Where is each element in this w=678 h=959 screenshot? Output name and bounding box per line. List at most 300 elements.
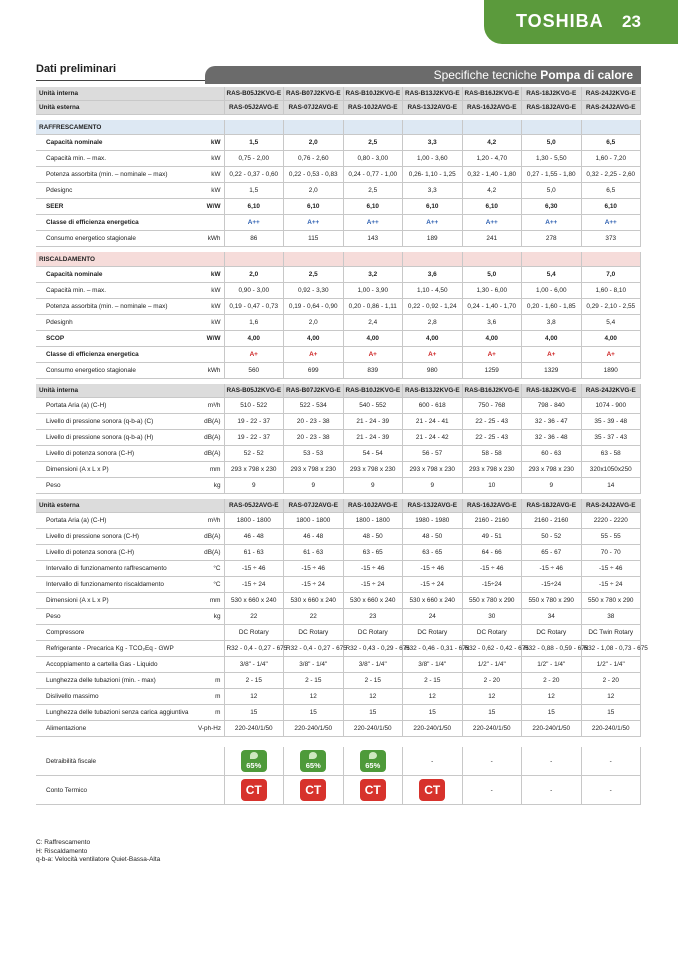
heating-row-label: Capacità nominale bbox=[36, 267, 196, 283]
cooling-row-value: 1,5 bbox=[224, 135, 284, 151]
cooling-row-value: 0,76 - 2,60 bbox=[284, 151, 344, 167]
header-row-0-value: RAS-18J2KVG-E bbox=[522, 87, 582, 101]
heating-row-label: Classe di efficienza energetica bbox=[36, 347, 196, 363]
header-row-0-value: RAS-B13J2KVG-E bbox=[403, 87, 463, 101]
outdoor-row-unit: dB(A) bbox=[196, 529, 224, 545]
outdoor-row-label: Compressore bbox=[36, 625, 196, 641]
outdoor-row-value: -15 ÷ 46 bbox=[581, 561, 641, 577]
outdoor-row-value: 1800 - 1800 bbox=[284, 513, 344, 529]
heating-row-unit: kW bbox=[196, 299, 224, 315]
cooling-row-value: 0,22 - 0,53 - 0,83 bbox=[284, 167, 344, 183]
footnote-line: q-b-a: Velocità ventilatore Quiet-Bassa-Alta bbox=[36, 856, 161, 863]
heating-row bbox=[36, 347, 641, 363]
tax-deduction-badge-icon bbox=[300, 750, 326, 772]
outdoor-row-value: 48 - 50 bbox=[403, 529, 463, 545]
cooling-row bbox=[36, 199, 641, 215]
outdoor-row-value: 15 bbox=[462, 705, 522, 721]
outdoor-row-value: DC Rotary bbox=[343, 625, 403, 641]
indoor-header-row-label: Unità interna bbox=[36, 384, 196, 398]
outdoor-row-unit: °C bbox=[196, 561, 224, 577]
outdoor-row-value: 61 - 63 bbox=[284, 545, 344, 561]
incentive-cell bbox=[403, 747, 463, 776]
outdoor-row-value: -15 ÷ 46 bbox=[522, 561, 582, 577]
heating-row-value: 0,20 - 1,60 - 1,85 bbox=[522, 299, 582, 315]
header-row-1-value: RAS-16J2AVG-E bbox=[462, 101, 522, 115]
indoor-row-value: 32 - 36 - 48 bbox=[522, 430, 582, 446]
outdoor-header-row-value: RAS-07J2AVG-E bbox=[284, 499, 344, 513]
outdoor-row-value: 61 - 63 bbox=[224, 545, 284, 561]
outdoor-row-value: 38 bbox=[581, 609, 641, 625]
cooling-row-value: 0,24 - 0,77 - 1,00 bbox=[343, 167, 403, 183]
outdoor-row-value: -15 ÷ 46 bbox=[284, 561, 344, 577]
heating-row-value: 0,19 - 0,64 - 0,90 bbox=[284, 299, 344, 315]
outdoor-row-value: -15 ÷ 46 bbox=[403, 561, 463, 577]
cooling-row-value: 2,5 bbox=[343, 183, 403, 199]
page-number: 23 bbox=[622, 12, 641, 31]
heating-row-value: 2,4 bbox=[343, 315, 403, 331]
outdoor-row-label: Portata Aria (a) (C-H) bbox=[36, 513, 196, 529]
heating-row bbox=[36, 299, 641, 315]
outdoor-header-row-value: RAS-10J2AVG-E bbox=[343, 499, 403, 513]
outdoor-header-row bbox=[36, 499, 641, 513]
outdoor-header-row-label: Unità esterna bbox=[36, 499, 196, 513]
indoor-row bbox=[36, 478, 641, 494]
outdoor-row-value: 220-240/1/50 bbox=[522, 721, 582, 737]
indoor-row-value: 20 - 23 - 38 bbox=[284, 414, 344, 430]
outdoor-row-value: 48 - 50 bbox=[343, 529, 403, 545]
outdoor-row-label: Peso bbox=[36, 609, 196, 625]
cooling-row-unit: W/W bbox=[196, 199, 224, 215]
outdoor-row-unit: kg bbox=[196, 609, 224, 625]
indoor-row bbox=[36, 446, 641, 462]
heating-row-unit: kW bbox=[196, 283, 224, 299]
cooling-section-title-cell bbox=[343, 120, 403, 135]
indoor-row-value: 52 - 52 bbox=[224, 446, 284, 462]
outdoor-row-unit: mm bbox=[196, 593, 224, 609]
incentive-unit bbox=[196, 747, 224, 776]
cooling-row-value: 3,3 bbox=[403, 135, 463, 151]
outdoor-row-value: -15÷24 bbox=[462, 577, 522, 593]
outdoor-row-value: 220-240/1/50 bbox=[284, 721, 344, 737]
heating-section-title-cell bbox=[581, 252, 641, 267]
cooling-row-value: 2,0 bbox=[284, 135, 344, 151]
outdoor-row bbox=[36, 593, 641, 609]
cooling-row-value: 143 bbox=[343, 231, 403, 247]
outdoor-row-value: 220-240/1/50 bbox=[462, 721, 522, 737]
outdoor-row bbox=[36, 721, 641, 737]
outdoor-row-value: 70 - 70 bbox=[581, 545, 641, 561]
outdoor-row-unit: dB(A) bbox=[196, 545, 224, 561]
heating-row-value: 4,00 bbox=[522, 331, 582, 347]
outdoor-row-value: DC Rotary bbox=[284, 625, 344, 641]
heating-row bbox=[36, 267, 641, 283]
cooling-row-unit: kW bbox=[196, 183, 224, 199]
indoor-row-value: 22 - 25 - 43 bbox=[462, 430, 522, 446]
heating-section-title-cell bbox=[343, 252, 403, 267]
indoor-row-value: 320x1050x250 bbox=[581, 462, 641, 478]
outdoor-row-label: Lunghezza delle tubazioni senza carica aggiuntiva bbox=[36, 705, 196, 721]
cooling-row-value: 115 bbox=[284, 231, 344, 247]
indoor-row-value: 53 - 53 bbox=[284, 446, 344, 462]
tax-deduction-badge-icon bbox=[241, 750, 267, 772]
header-row-0-label: Unità interna bbox=[36, 87, 196, 101]
outdoor-row-value: 22 bbox=[284, 609, 344, 625]
outdoor-row-label: Alimentazione bbox=[36, 721, 196, 737]
outdoor-row-unit: m bbox=[196, 689, 224, 705]
outdoor-row-value: -15 ÷ 46 bbox=[343, 561, 403, 577]
incentive-dash: - bbox=[609, 786, 612, 794]
spec-table bbox=[36, 87, 648, 805]
outdoor-row-label: Intervallo di funzionamento raffrescamento bbox=[36, 561, 196, 577]
incentive-dash: - bbox=[490, 757, 493, 765]
outdoor-row-value: R32 - 0,88 - 0,59 - 675 bbox=[522, 641, 582, 657]
leaf-icon bbox=[250, 752, 258, 759]
indoor-header-row-value: RAS-B07J2KVG-E bbox=[284, 384, 344, 398]
outdoor-row-value: 12 bbox=[581, 689, 641, 705]
outdoor-row-label: Livello di potenza sonora (C-H) bbox=[36, 545, 196, 561]
heating-section-title-cell bbox=[284, 252, 344, 267]
cooling-section-title-cell bbox=[462, 120, 522, 135]
cooling-row-value: 5,0 bbox=[522, 135, 582, 151]
outdoor-row-unit: °C bbox=[196, 577, 224, 593]
indoor-row bbox=[36, 414, 641, 430]
outdoor-row-unit bbox=[196, 657, 224, 673]
incentive-cell bbox=[343, 747, 403, 776]
indoor-row-value: 56 - 57 bbox=[403, 446, 463, 462]
tax-deduction-percent: 65% bbox=[246, 761, 262, 770]
indoor-row-label: Livello di pressione sonora (q-b-a) (C) bbox=[36, 414, 196, 430]
conto-termico-badge-icon: CT bbox=[360, 779, 386, 801]
indoor-row-value: 293 x 798 x 230 bbox=[462, 462, 522, 478]
outdoor-row-value: 220-240/1/50 bbox=[224, 721, 284, 737]
heating-row-unit: kW bbox=[196, 315, 224, 331]
heating-row bbox=[36, 315, 641, 331]
indoor-row-unit: dB(A) bbox=[196, 414, 224, 430]
header-row-0-value: RAS-B05J2KVG-E bbox=[224, 87, 284, 101]
incentive-dash: - bbox=[490, 786, 493, 794]
outdoor-row-value: 1800 - 1800 bbox=[343, 513, 403, 529]
heating-row-value: 1,60 - 8,10 bbox=[581, 283, 641, 299]
cooling-row-value: 278 bbox=[522, 231, 582, 247]
outdoor-header-row-unit bbox=[196, 499, 224, 513]
outdoor-row-value: 15 bbox=[284, 705, 344, 721]
indoor-row bbox=[36, 398, 641, 414]
header-row-1-label: Unità esterna bbox=[36, 101, 196, 115]
indoor-row-value: 35 - 39 - 48 bbox=[581, 414, 641, 430]
indoor-row bbox=[36, 430, 641, 446]
heating-row-label: SCOP bbox=[36, 331, 196, 347]
heating-row-value: 560 bbox=[224, 363, 284, 379]
cooling-row-unit: kW bbox=[196, 151, 224, 167]
outdoor-header-row-value: RAS-05J2AVG-E bbox=[224, 499, 284, 513]
indoor-row-label: Livello di potenza sonora (C-H) bbox=[36, 446, 196, 462]
indoor-row-value: 798 - 840 bbox=[522, 398, 582, 414]
heating-row-value: 3,2 bbox=[343, 267, 403, 283]
outdoor-row-label: Dislivello massimo bbox=[36, 689, 196, 705]
cooling-row-value: A++ bbox=[284, 215, 344, 231]
heating-row-value: 4,00 bbox=[224, 331, 284, 347]
outdoor-row-value: R32 - 0,4 - 0,27 - 675 bbox=[224, 641, 284, 657]
outdoor-row-unit bbox=[196, 641, 224, 657]
outdoor-header-row-value: RAS-16J2AVG-E bbox=[462, 499, 522, 513]
indoor-row-unit: dB(A) bbox=[196, 430, 224, 446]
heating-section-title-cell bbox=[224, 252, 284, 267]
heating-row bbox=[36, 331, 641, 347]
indoor-row-value: 600 - 618 bbox=[403, 398, 463, 414]
outdoor-row-value: 65 - 67 bbox=[522, 545, 582, 561]
heating-row-unit bbox=[196, 347, 224, 363]
outdoor-row-value: 3/8" - 1/4" bbox=[224, 657, 284, 673]
header-row-1-value: RAS-05J2AVG-E bbox=[224, 101, 284, 115]
outdoor-row bbox=[36, 705, 641, 721]
heating-row bbox=[36, 363, 641, 379]
incentive-unit bbox=[196, 776, 224, 805]
incentive-cell bbox=[462, 747, 522, 776]
outdoor-row-value: 220-240/1/50 bbox=[581, 721, 641, 737]
outdoor-row-value: DC Rotary bbox=[462, 625, 522, 641]
indoor-row-label: Peso bbox=[36, 478, 196, 494]
incentive-dash: - bbox=[550, 757, 553, 765]
indoor-row-label: Portata Aria (a) (C-H) bbox=[36, 398, 196, 414]
outdoor-row-unit: V-ph-Hz bbox=[196, 721, 224, 737]
incentive-label: Conto Termico bbox=[36, 776, 196, 805]
heating-row-value: A+ bbox=[284, 347, 344, 363]
outdoor-row-value: R32 - 0,43 - 0,29 - 675 bbox=[343, 641, 403, 657]
outdoor-row-value: DC Rotary bbox=[224, 625, 284, 641]
heating-row-value: 3,6 bbox=[462, 315, 522, 331]
incentive-dash: - bbox=[550, 786, 553, 794]
cooling-row-value: 6,10 bbox=[581, 199, 641, 215]
cooling-row-label: SEER bbox=[36, 199, 196, 215]
cooling-row-value: 6,30 bbox=[522, 199, 582, 215]
outdoor-row-value: 2160 - 2160 bbox=[522, 513, 582, 529]
cooling-row bbox=[36, 135, 641, 151]
heating-row-value: 1,6 bbox=[224, 315, 284, 331]
cooling-row-label: Capacità nominale bbox=[36, 135, 196, 151]
outdoor-row-value: 3/8" - 1/4" bbox=[284, 657, 344, 673]
heating-row-value: 0,22 - 0,92 - 1,24 bbox=[403, 299, 463, 315]
indoor-row-value: 19 - 22 - 37 bbox=[224, 414, 284, 430]
header-row-1-value: RAS-07J2AVG-E bbox=[284, 101, 344, 115]
incentive-row bbox=[36, 776, 641, 805]
cooling-row bbox=[36, 231, 641, 247]
indoor-row-value: 63 - 58 bbox=[581, 446, 641, 462]
outdoor-row-value: 2 - 20 bbox=[462, 673, 522, 689]
indoor-row-unit: kg bbox=[196, 478, 224, 494]
outdoor-row-label: Accoppiamento a cartella Gas - Liquido bbox=[36, 657, 196, 673]
indoor-row-value: 9 bbox=[224, 478, 284, 494]
indoor-header-row-value: RAS-B10J2KVG-E bbox=[343, 384, 403, 398]
outdoor-row-value: 1800 - 1800 bbox=[224, 513, 284, 529]
indoor-row-value: 21 - 24 - 41 bbox=[403, 414, 463, 430]
brand-logo: TOSHIBA bbox=[516, 11, 604, 31]
outdoor-row-value: 530 x 660 x 240 bbox=[343, 593, 403, 609]
indoor-row-label: Livello di pressione sonora (q-b-a) (H) bbox=[36, 430, 196, 446]
cooling-row-label: Potenza assorbita (min. – nominale – max) bbox=[36, 167, 196, 183]
heating-row-value: 2,0 bbox=[224, 267, 284, 283]
cooling-row-value: 1,30 - 5,50 bbox=[522, 151, 582, 167]
incentive-row bbox=[36, 747, 641, 776]
indoor-row-unit: mm bbox=[196, 462, 224, 478]
outdoor-row-value: -15 ÷ 24 bbox=[403, 577, 463, 593]
cooling-row-value: 0,80 - 3,00 bbox=[343, 151, 403, 167]
outdoor-row-value: -15 ÷ 24 bbox=[581, 577, 641, 593]
outdoor-row bbox=[36, 529, 641, 545]
outdoor-row-value: 55 - 55 bbox=[581, 529, 641, 545]
heating-row-value: 3,6 bbox=[403, 267, 463, 283]
outdoor-row-value: 64 - 66 bbox=[462, 545, 522, 561]
indoor-row bbox=[36, 462, 641, 478]
outdoor-header-row-value: RAS-24J2AVG-E bbox=[581, 499, 641, 513]
footnotes bbox=[36, 839, 160, 865]
indoor-row-unit: dB(A) bbox=[196, 446, 224, 462]
heating-section-title-cell bbox=[462, 252, 522, 267]
indoor-row-value: 522 - 534 bbox=[284, 398, 344, 414]
heating-row-value: 1,10 - 4,50 bbox=[403, 283, 463, 299]
outdoor-row-value: 550 x 780 x 290 bbox=[522, 593, 582, 609]
indoor-row-value: 293 x 798 x 230 bbox=[403, 462, 463, 478]
outdoor-row bbox=[36, 609, 641, 625]
indoor-header-row-value: RAS-18J2KVG-E bbox=[522, 384, 582, 398]
outdoor-row-value: 12 bbox=[343, 689, 403, 705]
outdoor-row-value: 15 bbox=[224, 705, 284, 721]
outdoor-row-value: R32 - 1,08 - 0,73 - 675 bbox=[581, 641, 641, 657]
heating-row-value: 1890 bbox=[581, 363, 641, 379]
cooling-row-value: 241 bbox=[462, 231, 522, 247]
cooling-row-unit: kW bbox=[196, 167, 224, 183]
cooling-section-title-label: RAFFRESCAMENTO bbox=[36, 120, 196, 135]
heating-row-value: A+ bbox=[403, 347, 463, 363]
outdoor-row-label: Lunghezza delle tubazioni (min. - max) bbox=[36, 673, 196, 689]
outdoor-row-value: 30 bbox=[462, 609, 522, 625]
cooling-row-value: 2,5 bbox=[343, 135, 403, 151]
heating-row-value: A+ bbox=[462, 347, 522, 363]
indoor-row-unit: m³/h bbox=[196, 398, 224, 414]
cooling-row-value: A++ bbox=[343, 215, 403, 231]
outdoor-row bbox=[36, 577, 641, 593]
heating-row-value: 4,00 bbox=[343, 331, 403, 347]
indoor-row-value: 293 x 798 x 230 bbox=[522, 462, 582, 478]
indoor-row-value: 9 bbox=[522, 478, 582, 494]
heating-row-value: 699 bbox=[284, 363, 344, 379]
heating-row-value: 1259 bbox=[462, 363, 522, 379]
spec-banner-emph: Pompa di calore bbox=[540, 68, 633, 82]
outdoor-row-value: 550 x 780 x 290 bbox=[581, 593, 641, 609]
heating-section-title-cell bbox=[403, 252, 463, 267]
incentive-cell bbox=[343, 776, 403, 805]
heating-row-value: A+ bbox=[581, 347, 641, 363]
outdoor-row-value: 12 bbox=[284, 689, 344, 705]
incentive-cell bbox=[284, 776, 344, 805]
heating-row-value: 5,4 bbox=[581, 315, 641, 331]
indoor-row-value: 9 bbox=[343, 478, 403, 494]
outdoor-row bbox=[36, 513, 641, 529]
header-row-1 bbox=[36, 101, 641, 115]
cooling-row-value: 0,27 - 1,55 - 1,80 bbox=[522, 167, 582, 183]
outdoor-row-value: 3/8" - 1/4" bbox=[403, 657, 463, 673]
heating-row-value: 839 bbox=[343, 363, 403, 379]
indoor-row-value: 20 - 23 - 38 bbox=[284, 430, 344, 446]
outdoor-row-value: 550 x 780 x 290 bbox=[462, 593, 522, 609]
indoor-row-value: 510 - 522 bbox=[224, 398, 284, 414]
indoor-row-value: 58 - 58 bbox=[462, 446, 522, 462]
header-row-1-value: RAS-10J2AVG-E bbox=[343, 101, 403, 115]
cooling-row-label: Consumo energetico stagionale bbox=[36, 231, 196, 247]
outdoor-row-value: DC Twin Rotary bbox=[581, 625, 641, 641]
incentive-cell bbox=[403, 776, 463, 805]
heating-row-label: Consumo energetico stagionale bbox=[36, 363, 196, 379]
cooling-row-value: 6,10 bbox=[462, 199, 522, 215]
cooling-row bbox=[36, 151, 641, 167]
heating-row-value: 0,29 - 2,10 - 2,55 bbox=[581, 299, 641, 315]
indoor-row-value: 750 - 768 bbox=[462, 398, 522, 414]
heating-row-value: 980 bbox=[403, 363, 463, 379]
indoor-row-label: Dimensioni (A x L x P) bbox=[36, 462, 196, 478]
indoor-header-row-value: RAS-B16J2KVG-E bbox=[462, 384, 522, 398]
conto-termico-badge-icon: CT bbox=[300, 779, 326, 801]
outdoor-row-label: Livello di pressione sonora (C-H) bbox=[36, 529, 196, 545]
indoor-row-value: 22 - 25 - 43 bbox=[462, 414, 522, 430]
incentive-cell bbox=[284, 747, 344, 776]
cooling-row-unit bbox=[196, 215, 224, 231]
outdoor-row-value: 15 bbox=[403, 705, 463, 721]
cooling-row-value: 6,5 bbox=[581, 183, 641, 199]
heating-section-title-cell bbox=[522, 252, 582, 267]
cooling-row-value: 3,3 bbox=[403, 183, 463, 199]
header-row-0-value: RAS-B16J2KVG-E bbox=[462, 87, 522, 101]
conto-termico-badge-icon: CT bbox=[419, 779, 445, 801]
outdoor-row bbox=[36, 561, 641, 577]
heating-row-value: 4,00 bbox=[403, 331, 463, 347]
indoor-row-value: 35 - 37 - 43 bbox=[581, 430, 641, 446]
cooling-row-label: Pdesignc bbox=[36, 183, 196, 199]
indoor-row-value: 21 - 24 - 39 bbox=[343, 414, 403, 430]
outdoor-row-value: 12 bbox=[462, 689, 522, 705]
cooling-row-value: 6,10 bbox=[224, 199, 284, 215]
outdoor-row-value: DC Rotary bbox=[522, 625, 582, 641]
outdoor-row-value: -15÷24 bbox=[522, 577, 582, 593]
outdoor-row-label: Intervallo di funzionamento riscaldamento bbox=[36, 577, 196, 593]
outdoor-row-value: 220-240/1/50 bbox=[403, 721, 463, 737]
incentive-cell bbox=[224, 776, 284, 805]
indoor-header-row-value: RAS-B13J2KVG-E bbox=[403, 384, 463, 398]
outdoor-row-value: 46 - 48 bbox=[224, 529, 284, 545]
outdoor-row bbox=[36, 641, 641, 657]
outdoor-row-unit bbox=[196, 625, 224, 641]
cooling-row-label: Capacità min. – max. bbox=[36, 151, 196, 167]
heating-row-label: Pdesignh bbox=[36, 315, 196, 331]
cooling-row-unit: kW bbox=[196, 135, 224, 151]
spec-banner-text bbox=[434, 68, 633, 82]
outdoor-header-row-value: RAS-13J2AVG-E bbox=[403, 499, 463, 513]
outdoor-row-value: R32 - 0,46 - 0,31 - 675 bbox=[403, 641, 463, 657]
cooling-row-value: 6,10 bbox=[343, 199, 403, 215]
spec-banner bbox=[205, 66, 641, 84]
outdoor-header-row-value: RAS-18J2AVG-E bbox=[522, 499, 582, 513]
cooling-row-value: A++ bbox=[522, 215, 582, 231]
incentive-label: Detraibilità fiscale bbox=[36, 747, 196, 776]
heating-row-value: 4,00 bbox=[284, 331, 344, 347]
cooling-row-value: 2,0 bbox=[284, 183, 344, 199]
heating-row-value: 0,19 - 0,47 - 0,73 bbox=[224, 299, 284, 315]
cooling-row-unit: kWh bbox=[196, 231, 224, 247]
header-row-0-unit bbox=[196, 87, 224, 101]
outdoor-row-unit: m bbox=[196, 673, 224, 689]
incentive-cell bbox=[462, 776, 522, 805]
header-row-1-value: RAS-24J2AVG-E bbox=[581, 101, 641, 115]
outdoor-row-value: 530 x 660 x 240 bbox=[284, 593, 344, 609]
cooling-row-value: A++ bbox=[462, 215, 522, 231]
